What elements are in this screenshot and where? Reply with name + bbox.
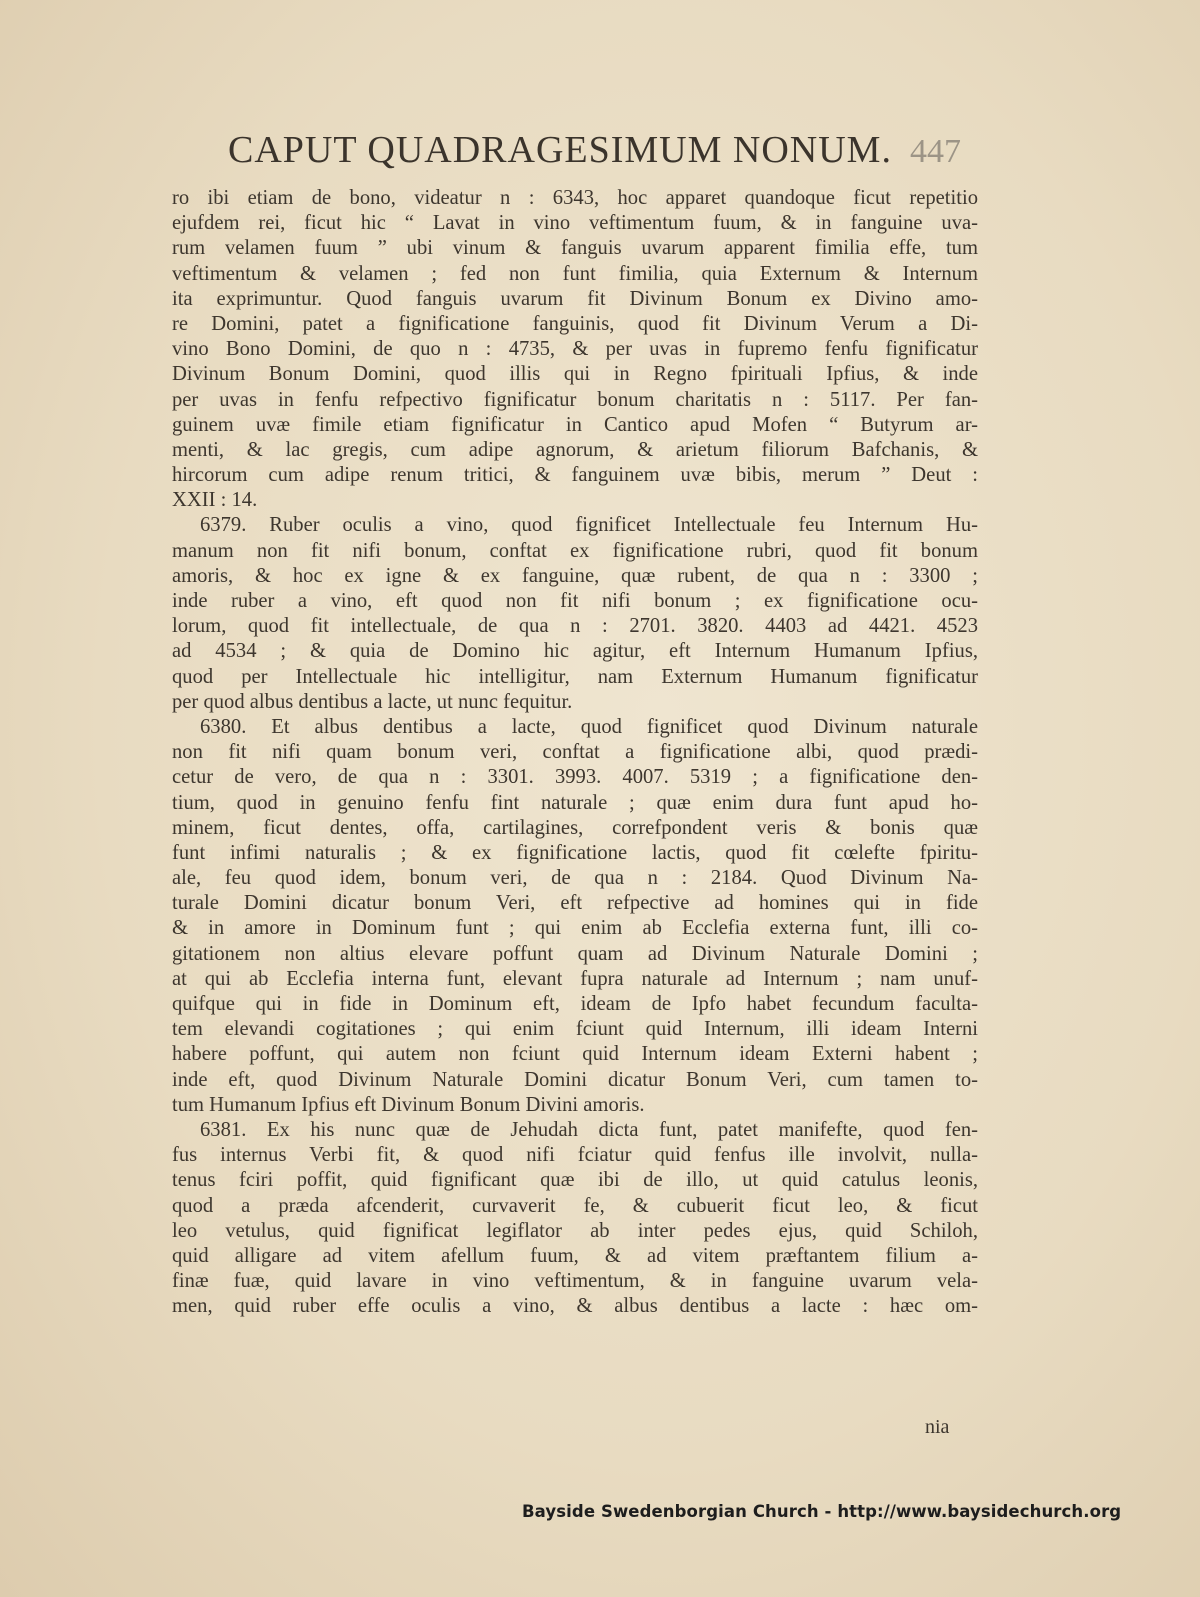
catchword: nia	[925, 1416, 950, 1438]
text-line: XXII : 14.	[172, 489, 258, 512]
text-line: fus internus Verbi fit, & quod nifi fciatur quid fenfus ille involvit, nulla-	[172, 1144, 978, 1167]
text-line: minem, ficut dentes, offa, cartilagines, correfpondent veris & bonis quæ	[172, 816, 978, 839]
text-line: rum velamen fuum ” ubi vinum & fanguis uvarum apparent fimilia effe, tum	[172, 237, 978, 260]
body-text	[172, 186, 978, 1319]
page-number: 447	[909, 133, 961, 170]
text-line: per quod albus dentibus a lacte, ut nunc fequitur.	[172, 690, 573, 713]
running-head	[228, 128, 988, 172]
text-line: habere poffunt, qui autem non fciunt quid Internum ideam Externi habent ;	[172, 1043, 978, 1066]
text-line: veftimentum & velamen ; fed non funt fimilia, quia Externum & Internum	[172, 262, 978, 285]
text-line: ita exprimuntur. Quod fanguis uvarum fit Divinum Bonum ex Divino amo-	[172, 287, 978, 310]
text-line: gitationem non altius elevare poffunt quam ad Divinum Naturale Domini ;	[172, 942, 978, 965]
text-line: ro ibi etiam de bono, videatur n : 6343, hoc apparet quandoque ficut repetitio	[172, 187, 978, 209]
text-line: ad 4534 ; & quia de Domino hic agitur, eft Internum Humanum Ipfius,	[172, 640, 978, 663]
paragraph-6381-start: 6381. Ex his nunc quæ de Jehudah dicta funt, patet manifefte, quod fen-	[200, 1118, 978, 1141]
footer-credit: Bayside Swedenborgian Church - http://www.baysidechurch.org	[522, 1502, 1122, 1521]
text-line: re Domini, patet a fignificatione fanguinis, quod fit Divinum Verum a Di-	[172, 312, 978, 335]
text-line: at qui ab Ecclefia interna funt, elevant fupra naturale ad Internum ; nam unuf-	[172, 967, 978, 990]
text-line: menti, & lac gregis, cum adipe agnorum, & arietum filiorum Bafchanis, &	[172, 438, 978, 461]
text-line: & in amore in Dominum funt ; qui enim ab Ecclefia externa funt, illi co-	[172, 917, 978, 940]
text-line: tenus fciri poffit, quid fignificant quæ ibi de illo, ut quid catulus leonis,	[172, 1169, 978, 1192]
text-line: cetur de vero, de qua n : 3301. 3993. 4007. 5319 ; a fignificatione den-	[172, 766, 978, 789]
text-line: lorum, quod fit intellectuale, de qua n : 2701. 3820. 4403 ad 4421. 4523	[172, 615, 978, 638]
text-line: quifque qui in fide in Dominum eft, ideam de Ipfo habet fecundum faculta-	[172, 993, 978, 1015]
text-line: inde eft, quod Divinum Naturale Domini dicatur Bonum Veri, cum tamen to-	[172, 1068, 978, 1091]
text-line: finæ fuæ, quid lavare in vino veftimentum, & in fanguine uvarum vela-	[172, 1270, 978, 1293]
text-line: turale Domini dicatur bonum Veri, eft refpective ad homines qui in fide	[172, 892, 978, 915]
text-line: quod a præda afcenderit, curvaverit fe, & cubuerit ficut leo, & ficut	[172, 1194, 978, 1217]
chapter-title: CAPUT QUADRAGESIMUM NONUM.	[228, 129, 892, 171]
text-line: quid alligare ad vitem afellum fuum, & ad vitem præftantem filium a-	[172, 1244, 978, 1267]
text-line: hircorum cum adipe renum tritici, & fanguinem uvæ bibis, merum ” Deut :	[172, 464, 978, 487]
text-line: quod per Intellectuale hic intelligitur, nam Externum Humanum fignificatur	[172, 665, 978, 688]
paragraph-6380-start: 6380. Et albus dentibus a lacte, quod fignificet quod Divinum naturale	[200, 715, 978, 738]
text-line: leo vetulus, quid fignificat legiflator ab inter pedes ejus, quid Schiloh,	[172, 1219, 978, 1242]
text-line: funt infimi naturalis ; & ex fignificatione lactis, quod fit cœlefte fpiritu-	[172, 841, 978, 864]
text-line: tium, quod in genuino fenfu fint naturale ; quæ enim dura funt apud ho-	[172, 791, 978, 814]
text-line: manum non fit nifi bonum, conftat ex fignificatione rubri, quod fit bonum	[172, 539, 978, 562]
text-line: men, quid ruber effe oculis a vino, & albus dentibus a lacte : hæc om-	[172, 1295, 978, 1318]
text-line: inde ruber a vino, eft quod non fit nifi bonum ; ex fignificatione ocu-	[172, 590, 978, 612]
text-line: vino Bono Domini, de quo n : 4735, & per uvas in fupremo fenfu fignificatur	[172, 338, 978, 361]
text-line: ale, feu quod idem, bonum veri, de qua n : 2184. Quod Divinum Na-	[172, 867, 978, 890]
text-line: tum Humanum Ipfius eft Divinum Bonum Divini amoris.	[172, 1093, 645, 1116]
text-line: amoris, & hoc ex igne & ex fanguine, quæ rubent, de qua n : 3300 ;	[172, 564, 978, 587]
text-line: per uvas in fenfu refpectivo fignificatur bonum charitatis n : 5117. Per fan-	[172, 388, 978, 411]
text-line: ejufdem rei, ficut hic “ Lavat in vino veftimentum fuum, & in fanguine uva-	[172, 212, 978, 235]
text-line: guinem uvæ fimile etiam fignificatur in Cantico apud Mofen “ Butyrum ar-	[172, 413, 978, 436]
text-line: Divinum Bonum Domini, quod illis qui in Regno fpirituali Ipfius, & inde	[172, 363, 978, 386]
text-line: tem elevandi cogitationes ; qui enim fciunt quid Internum, illi ideam Interni	[172, 1018, 978, 1041]
paragraph-6379-start: 6379. Ruber oculis a vino, quod fignificet Intellectuale feu Internum Hu-	[200, 514, 978, 537]
text-line: non fit nifi quam bonum veri, conftat a fignificatione albi, quod prædi-	[172, 741, 978, 764]
